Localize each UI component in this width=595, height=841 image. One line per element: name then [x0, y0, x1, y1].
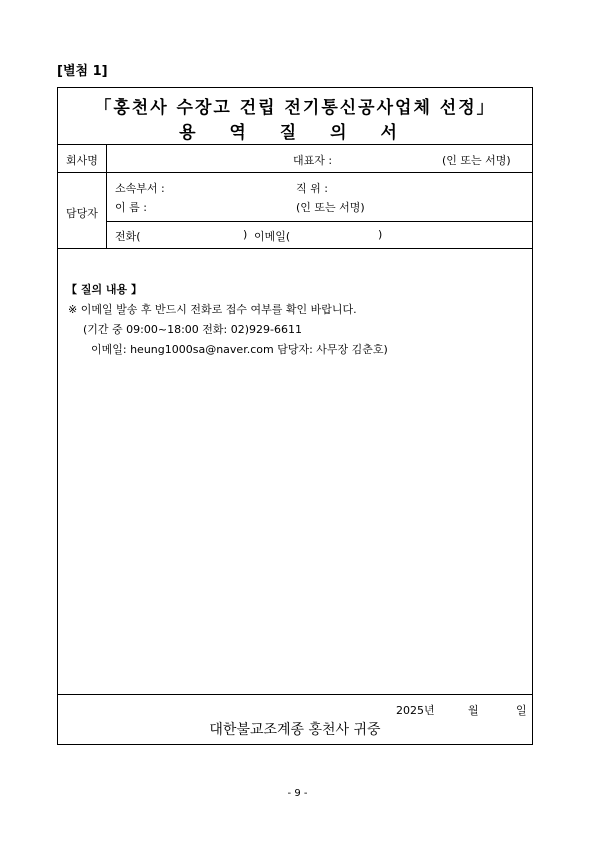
name-label: 이 름 :: [115, 201, 147, 214]
notice-line: (기간 중 09:00~18:00 전화: 02)929-6611: [83, 323, 302, 336]
department-label: 소속부서 :: [115, 182, 165, 195]
divider: [58, 144, 532, 145]
divider: [58, 172, 532, 173]
email-label: 이메일(: [254, 230, 291, 243]
phone-label: 전화(: [115, 230, 141, 243]
name-sign-label: (인 또는 서명): [296, 201, 365, 214]
notice-line: ※ 이메일 발송 후 반드시 전화로 접수 여부를 확인 바랍니다.: [68, 303, 357, 316]
position-label: 직 위 :: [296, 182, 328, 195]
notice-line: 이메일: heung1000sa@naver.com 담당자: 사무장 김춘호): [91, 343, 388, 356]
email-close: ): [378, 228, 383, 241]
representative-label: 대표자 :: [293, 154, 333, 167]
divider: [58, 248, 532, 249]
page-number: - 9 -: [287, 788, 308, 799]
company-label: 회사명: [66, 154, 98, 167]
manager-label: 담당자: [66, 207, 98, 220]
inquiry-header: 【 질의 내용 】: [66, 283, 142, 296]
date-month: 월: [468, 704, 479, 717]
form-title: 「홍천사 수장고 건립 전기통신공사업체 선정」: [94, 98, 496, 118]
inquiry-form: [57, 87, 533, 745]
representative-sign-label: (인 또는 서명): [442, 154, 511, 167]
organization-name: 대한불교조계종 홍천사 귀중: [209, 722, 381, 738]
date-day: 일: [516, 704, 527, 717]
divider: [106, 221, 532, 222]
attachment-label: [별첨 1]: [57, 64, 108, 79]
divider: [58, 694, 532, 695]
date-year: 2025년: [396, 704, 435, 717]
divider: [106, 144, 107, 248]
phone-close: ): [243, 228, 248, 241]
form-subtitle: 용 역 질 의 서: [179, 123, 411, 143]
